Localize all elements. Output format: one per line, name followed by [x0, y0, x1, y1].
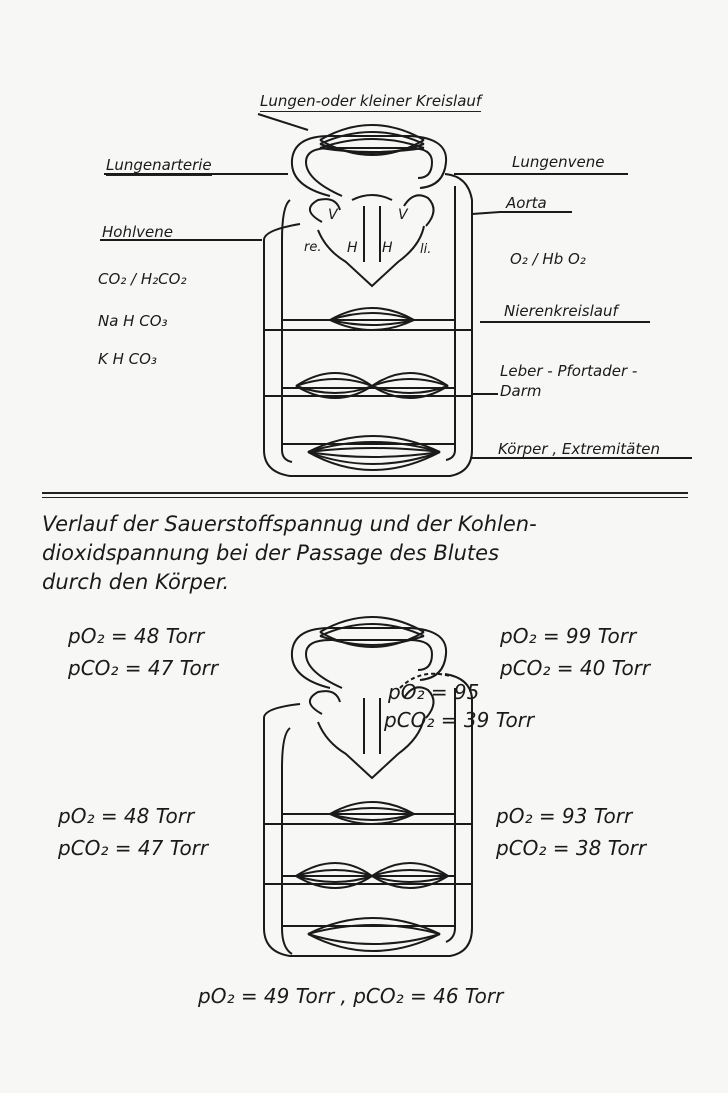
- label-chem-2: Na H CO₃: [98, 312, 168, 330]
- value-mid-po2: pO₂ = 95: [388, 680, 480, 704]
- label-lungenvene: Lungenvene: [512, 153, 605, 171]
- caption: [42, 510, 537, 597]
- label-leber-1: Leber - Pfortader -: [500, 362, 638, 380]
- label-lungenkreislauf: Lungen-oder kleiner Kreislauf: [260, 92, 482, 110]
- label-nierenkreislauf: Nierenkreislauf: [504, 302, 618, 320]
- label-chem-1: CO₂ / H₂CO₂: [98, 270, 187, 288]
- label-hohlvene: Hohlvene: [102, 223, 173, 241]
- value-ml-pco2: pCO₂ = 47 Torr: [58, 836, 209, 860]
- caption-line-3: durch den Körper.: [42, 570, 230, 594]
- label-koerper: Körper , Extremitäten: [498, 440, 660, 458]
- label-chem-3: K H CO₃: [98, 350, 157, 368]
- label-heart-h-left: H: [347, 240, 358, 256]
- label-heart-v-left: V: [328, 207, 338, 223]
- label-leber-2: Darm: [500, 382, 542, 400]
- label-heart-v-right: V: [398, 207, 408, 223]
- value-tl-pco2: pCO₂ = 47 Torr: [68, 656, 219, 680]
- value-body-summary: pO₂ = 49 Torr , pCO₂ = 46 Torr: [198, 984, 504, 1008]
- label-o2-hbo2: O₂ / Hb O₂: [510, 250, 586, 268]
- value-tr-po2: pO₂ = 99 Torr: [500, 624, 637, 648]
- value-tl-po2: pO₂ = 48 Torr: [68, 624, 205, 648]
- caption-line-2: dioxidspannung bei der Passage des Blutes: [42, 541, 500, 565]
- value-tr-pco2: pCO₂ = 40 Torr: [500, 656, 651, 680]
- divider-line: [42, 492, 688, 494]
- label-aorta: Aorta: [506, 194, 547, 212]
- label-heart-h-right: H: [382, 240, 393, 256]
- caption-line-1: Verlauf der Sauerstoffspannug und der Kohlen-: [42, 512, 537, 536]
- value-mid-pco2: pCO₂ = 39 Torr: [384, 708, 535, 732]
- label-heart-li: li.: [420, 242, 432, 257]
- divider-line-thin: [42, 497, 688, 498]
- value-mr-pco2: pCO₂ = 38 Torr: [496, 836, 647, 860]
- label-lungenarterie: Lungenarterie: [106, 156, 212, 174]
- value-ml-po2: pO₂ = 48 Torr: [58, 804, 195, 828]
- value-mr-po2: pO₂ = 93 Torr: [496, 804, 633, 828]
- label-heart-re: re.: [304, 240, 322, 255]
